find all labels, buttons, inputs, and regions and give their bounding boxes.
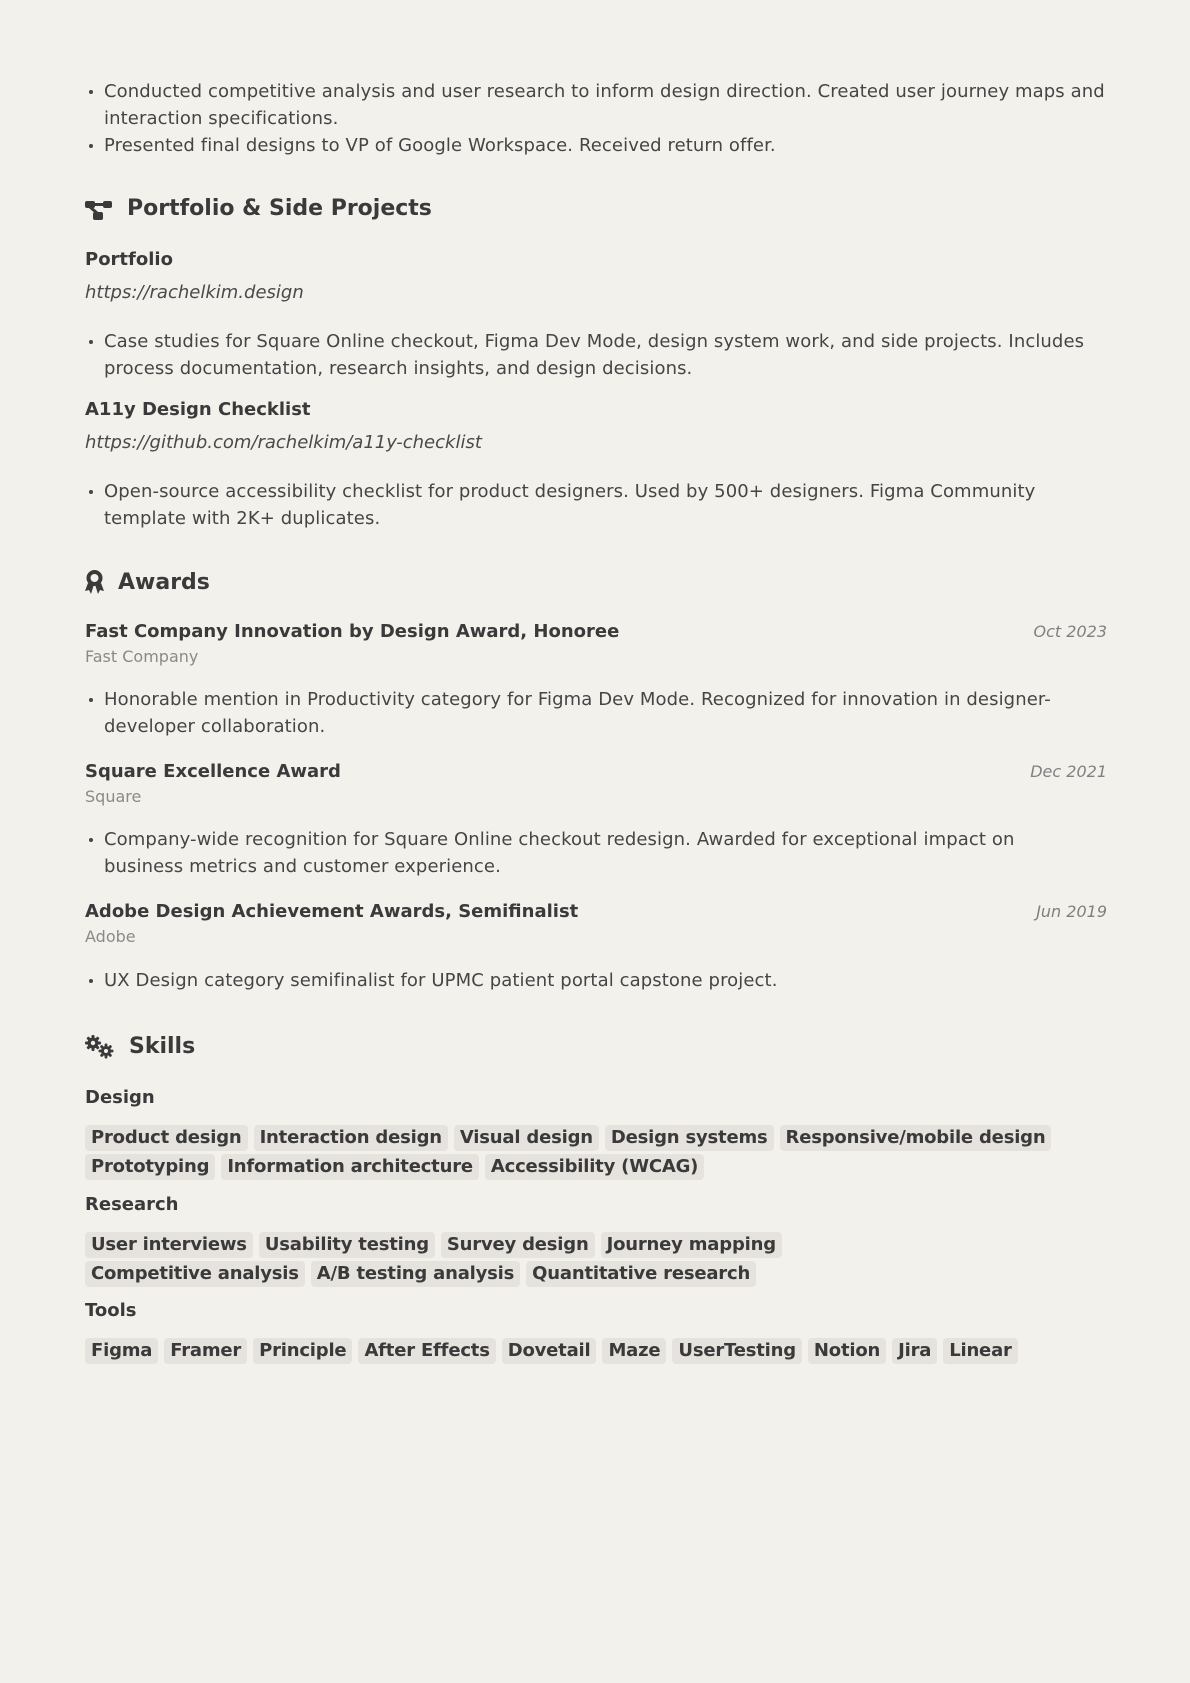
section-heading-portfolio: Portfolio & Side Projects (85, 196, 1107, 221)
skill-tag: Visual design (454, 1125, 599, 1151)
project-title: Portfolio (85, 249, 173, 270)
skill-tag: Information architecture (221, 1154, 479, 1180)
cogs-icon (85, 1035, 115, 1059)
project-diagram-icon (85, 198, 113, 220)
skill-tags (85, 1338, 1085, 1364)
award-date: Oct 2023 (1033, 622, 1107, 641)
portfolio-item (85, 248, 1107, 305)
skill-tag: Quantitative research (526, 1261, 756, 1287)
project-bullets (85, 478, 1114, 532)
skill-tag: Linear (943, 1338, 1018, 1364)
skill-tag: Journey mapping (601, 1232, 782, 1258)
skill-tag: Framer (164, 1338, 247, 1364)
project-link[interactable]: https://rachelkim.design (85, 282, 304, 303)
skill-tag: Prototyping (85, 1154, 215, 1180)
skill-tag: Figma (85, 1338, 158, 1364)
skill-category-research (85, 1193, 1107, 1287)
bullet: Open-source accessibility checklist for product designers. Used by 500+ designers. Figma Community template with 2K+ duplicates. (104, 478, 1114, 532)
bullet: Case studies for Square Online checkout, Figma Dev Mode, design system work, and side projects. Includes process documentation, research insights, and design decisions. (104, 328, 1114, 382)
project-link[interactable]: https://github.com/rachelkim/a11y-checklist (85, 432, 482, 453)
skill-tag: Product design (85, 1125, 248, 1151)
award-item (85, 760, 1107, 808)
skill-tag: User interviews (85, 1232, 253, 1258)
award-title: Fast Company Innovation by Design Award, Honoree (85, 621, 620, 642)
award-title: Square Excellence Award (85, 761, 341, 782)
project-title: A11y Design Checklist (85, 399, 311, 420)
award-org: Square (85, 787, 142, 806)
skill-tag: Interaction design (254, 1125, 448, 1151)
award-date: Jun 2019 (1036, 902, 1107, 921)
award-org: Adobe (85, 927, 136, 946)
section-heading-skills: Skills (85, 1034, 1107, 1059)
award-org: Fast Company (85, 647, 199, 666)
skill-category-tools (85, 1299, 1107, 1364)
skill-tag: Survey design (441, 1232, 595, 1258)
award-item (85, 900, 1107, 948)
skill-tag: Principle (253, 1338, 352, 1364)
skill-tag: Competitive analysis (85, 1261, 305, 1287)
skill-tag: UserTesting (672, 1338, 802, 1364)
experience-bullets (85, 78, 1114, 159)
award-date: Dec 2021 (1030, 762, 1107, 781)
skill-tag: Maze (602, 1338, 666, 1364)
skill-tag: Notion (808, 1338, 886, 1364)
project-bullets (85, 328, 1114, 382)
skill-category-title: Tools (85, 1300, 137, 1321)
award-bullets (85, 967, 1084, 994)
skill-tag: Dovetail (502, 1338, 597, 1364)
skills-section (85, 1034, 1107, 1059)
portfolio-item (85, 398, 1107, 455)
skill-category-title: Design (85, 1087, 155, 1108)
award-bullets (85, 826, 1084, 880)
award-ribbon-icon (85, 569, 104, 595)
skill-tags (85, 1125, 1085, 1180)
skill-tags (85, 1232, 905, 1287)
skill-tag: A/B testing analysis (311, 1261, 520, 1287)
awards-section (85, 569, 1107, 595)
award-title: Adobe Design Achievement Awards, Semifinalist (85, 901, 579, 922)
bullet: Honorable mention in Productivity category for Figma Dev Mode. Recognized for innovation in designer-developer collaboration. (104, 686, 1084, 740)
award-bullets (85, 686, 1084, 740)
award-item (85, 620, 1107, 668)
skill-tag: Jira (892, 1338, 937, 1364)
skill-category-design (85, 1086, 1107, 1180)
skill-tag: Responsive/mobile design (780, 1125, 1052, 1151)
bullet: Conducted competitive analysis and user research to inform design direction. Created user journey maps and interaction specifications. (104, 78, 1114, 132)
bullet: UX Design category semifinalist for UPMC patient portal capstone project. (104, 967, 1084, 994)
section-heading-awards: Awards (85, 569, 1107, 595)
bullet: Company-wide recognition for Square Online checkout redesign. Awarded for exceptional impact on business metrics and customer experience. (104, 826, 1084, 880)
skill-tag: Design systems (605, 1125, 774, 1151)
skill-category-title: Research (85, 1194, 179, 1215)
skill-tag: After Effects (358, 1338, 495, 1364)
skill-tag: Usability testing (259, 1232, 435, 1258)
skill-tag: Accessibility (WCAG) (485, 1154, 704, 1180)
bullet: Presented final designs to VP of Google Workspace. Received return offer. (104, 132, 1114, 159)
portfolio-section (85, 196, 1107, 221)
